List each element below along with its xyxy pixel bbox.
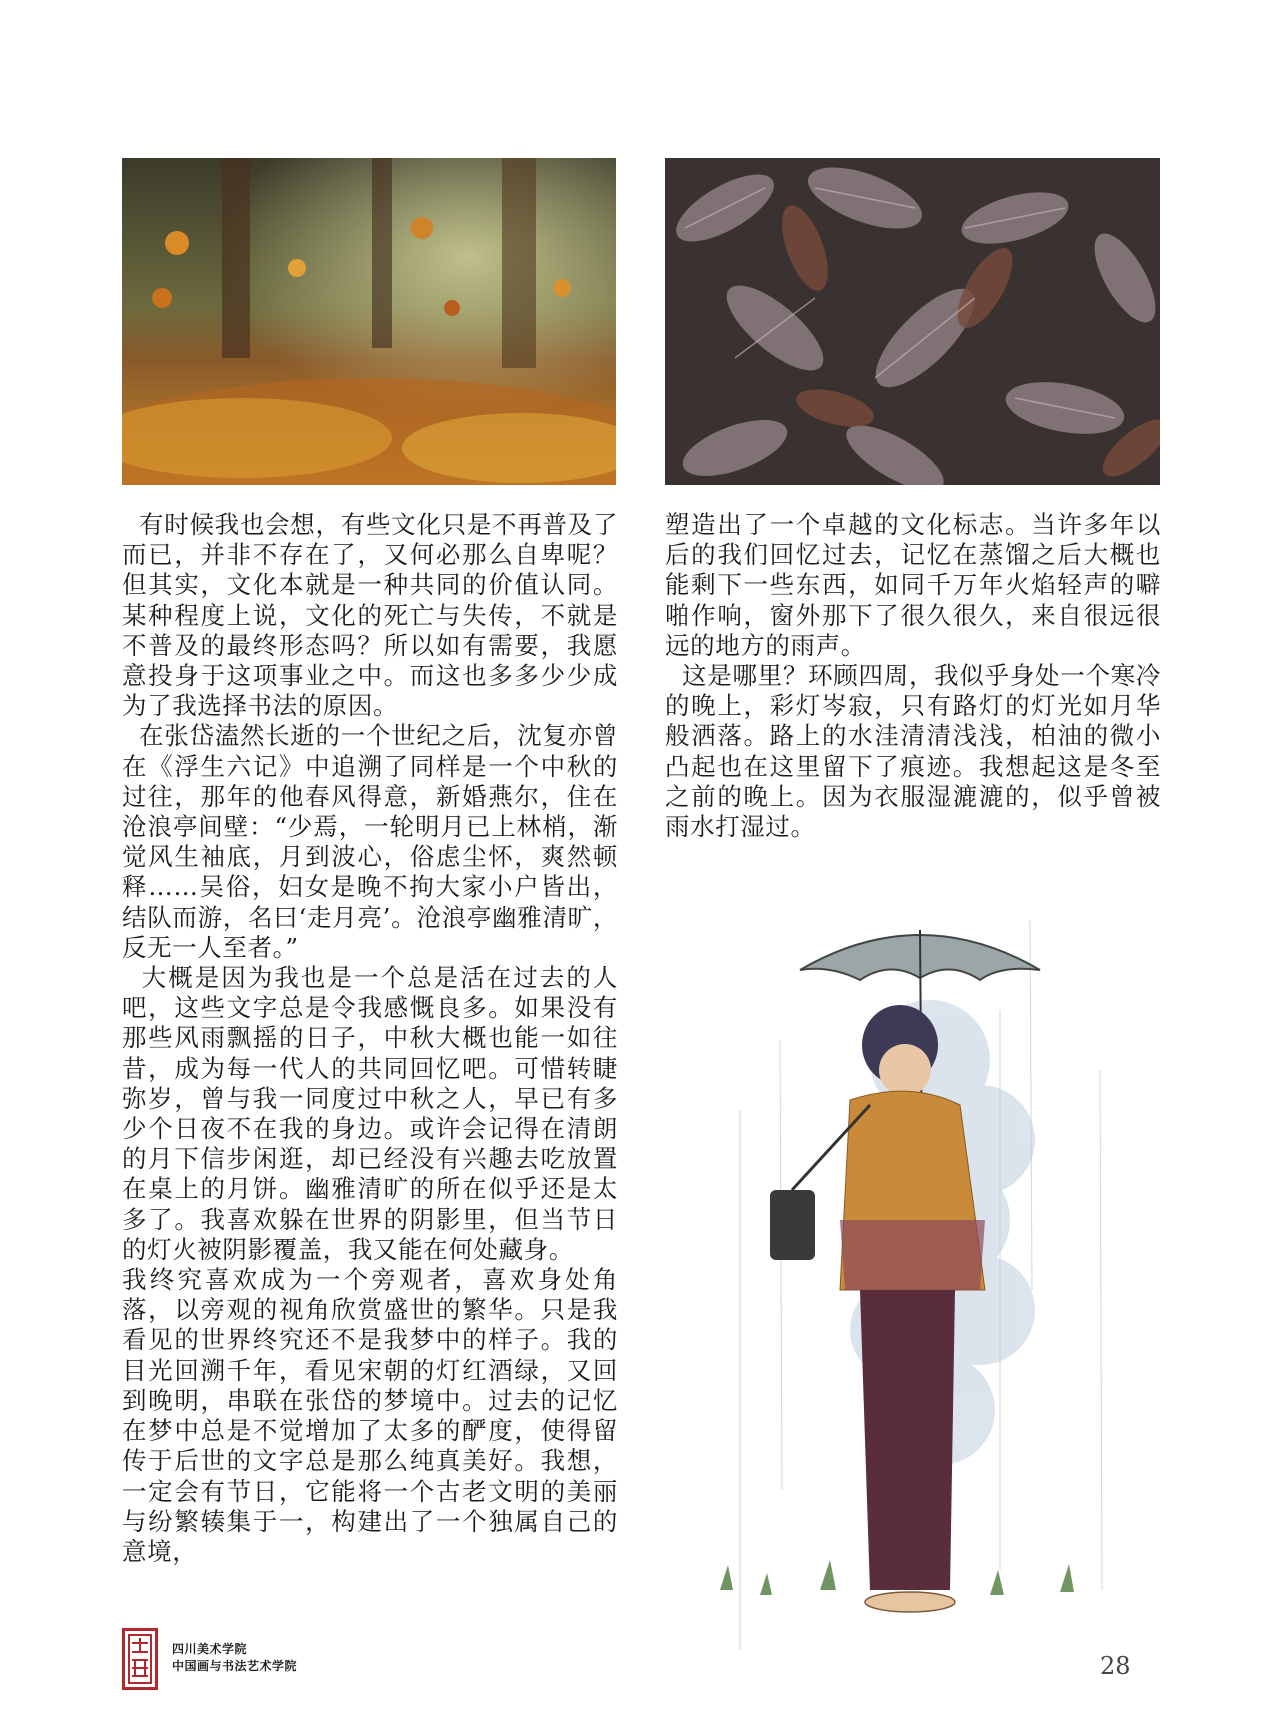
paragraph: 在张岱溘然长逝的一个世纪之后，沈复亦曾在《浮生六记》中追溯了同样是一个中秋的过往，那年的他春风得意，新婚燕尔，住在沧浪亭间壁：“少焉，一轮明月已上林梢，渐觉风生袖底，月到波心，俗虑尘怀，爽然顿释……吴俗，妇女是晚不拘大家小户皆出，结队而游，名曰‘走月亮’。沧浪亭幽雅清旷，反无一人至者。”	[122, 721, 618, 962]
paragraph: 有时候我也会想，有些文化只是不再普及了而已，并非不存在了，又何必那么自卑呢？但其实，文化本就是一种共同的价值认同。某种程度上说，文化的死亡与失传，不就是不普及的最终形态吗？所以如有需要，我愿意投身于这项事业之中。而这也多多少少成为了我选择书法的原因。	[122, 510, 618, 721]
umbrella-figure-illustration	[700, 890, 1160, 1690]
autumn-forest-photo	[122, 158, 616, 485]
org-department: 中国画与书法艺术学院	[172, 1659, 298, 1673]
paragraph: 这是哪里？环顾四周，我似乎身处一个寒冷的晚上，彩灯岑寂，只有路灯的灯光如月华般洒落。路上的水洼清清浅浅，柏油的微小凸起也在这里留下了痕迹。我想起这是冬至之前的晚上。因为衣服湿漉漉的，似乎曾被雨水打湿过。	[665, 661, 1161, 842]
right-text-column	[665, 510, 1161, 842]
paragraph: 我终究喜欢成为一个旁观者，喜欢身处角落，以旁观的视角欣赏盛世的繁华。只是我看见的世界终究还不是我梦中的样子。我的目光回溯千年，看见宋朝的灯红酒绿，又回到晚明，串联在张岱的梦境中。过去的记忆在梦中总是不觉增加了太多的酽度，使得留传于后世的文字总是那么纯真美好。我想，一定会有节日，它能将一个古老文明的美丽与纷繁辏集于一，构建出了一个独属自己的意境，	[122, 1265, 618, 1566]
oak-leaves-photo	[665, 158, 1160, 485]
left-text-column	[122, 510, 618, 1567]
paragraph: 大概是因为我也是一个总是活在过去的人吧，这些文字总是令我感慨良多。如果没有那些风雨飘摇的日子，中秋大概也能一如往昔，成为每一代人的共同回忆吧。可惜转睫弥岁，曾与我一同度过中秋之人，早已有多少个日夜不在我的身边。或许会记得在清朗的月下信步闲逛，却已经没有兴趣去吃放置在桌上的月饼。幽雅清旷的所在似乎还是太多了。我喜欢躲在世界的阴影里，但当节日的灯火被阴影覆盖，我又能在何处藏身。	[122, 963, 618, 1264]
page-number: 28	[1100, 1652, 1131, 1680]
seal-logo	[122, 1628, 158, 1690]
footer-organization	[172, 1641, 297, 1675]
org-name: 四川美术学院	[172, 1642, 248, 1656]
paragraph: 塑造出了一个卓越的文化标志。当许多年以后的我们回忆过去，记忆在蒸馏之后大概也能剩下一些东西，如同千万年火焰轻声的噼啪作响，窗外那下了很久很久，来自很远很远的地方的雨声。	[665, 510, 1161, 660]
